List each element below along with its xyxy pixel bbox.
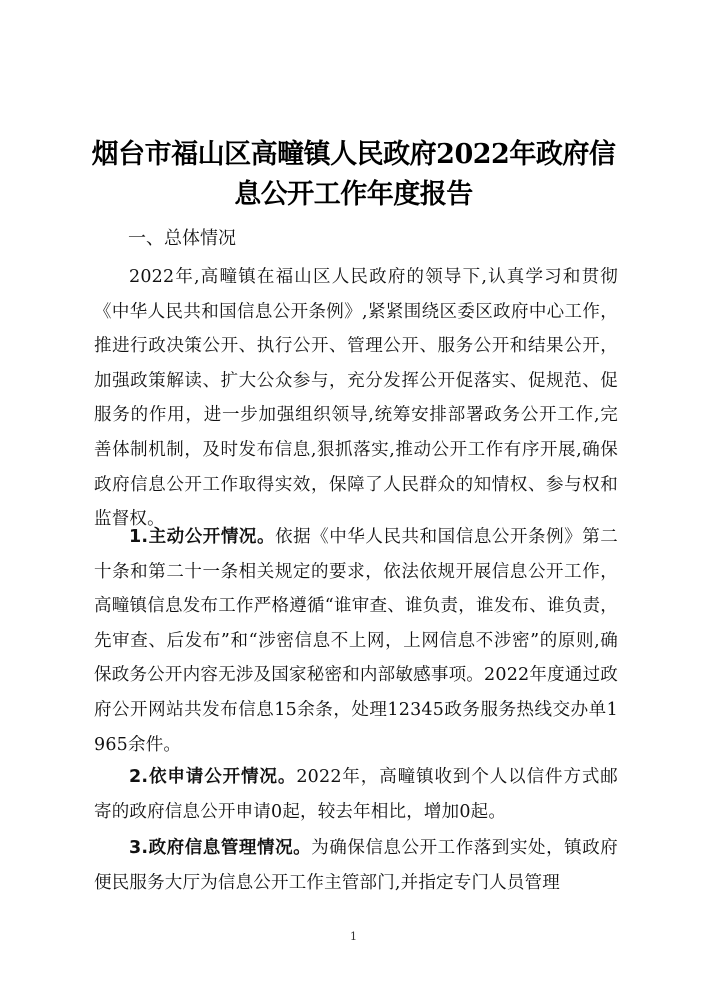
paragraph-overview: 2022年,高疃镇在福山区人民政府的领导下,认真学习和贯彻《中华人民共和国信息公开条例》,紧紧围绕区委区政府中心工作，推进行政决策公开、执行公开、管理公开、服务公开和结果公开，加强政策解读、扩大公众参与，充分发挥公开促落实、促规范、促服务的作用，进一步加强组织领导,统筹安排部署政务公开工作,完善体制机制，及时发布信息,狠抓落实,推动公开工作有序开展,确保政府信息公开工作取得实效，保障了人民群众的知情权、参与权和监督权。: [94, 267, 618, 530]
paragraph-body-application-disclosure: 2022年，高疃镇收到个人以信件方式邮寄的政府信息公开申请0起，较去年相比，增加0起。: [94, 767, 618, 822]
paragraph-lead-application-disclosure: 2.依申请公开情况。: [129, 767, 297, 787]
paragraph-body-proactive-disclosure: 依据《中华人民共和国信息公开条例》第二十条和第二十一条相关规定的要求，依法依规开展信息公开工作，高疃镇信息发布工作严格遵循“谁审查、谁负责，谁发布、谁负责，先审查、后发布”和“涉密信息不上网，上网信息不涉密”的原则,确保政务公开内容无涉及国家秘密和内部敏感事项。2022年度通过政府公开网站共发布信息15余条，处理12345政务服务热线交办单1965余件。: [94, 527, 618, 755]
paragraph-application-disclosure: [94, 760, 618, 829]
page-number: 1: [350, 930, 357, 943]
paragraph-lead-proactive-disclosure: 1.主动公开情况。: [129, 527, 276, 547]
document-title-line-1: 烟台市福山区高疃镇人民政府2022年政府信: [91, 139, 616, 170]
section-heading-overview: 一、总体情况: [128, 228, 236, 249]
paragraph-information-management: [94, 831, 618, 900]
paragraph-lead-information-management: 3.政府信息管理情况。: [129, 838, 312, 858]
document-title-line-2: 息公开工作年度报告: [234, 179, 473, 210]
paragraph-body-information-management: 为确保信息公开工作落到实处，镇政府便民服务大厅为信息公开工作主管部门,并指定专门人员管理: [94, 838, 618, 893]
paragraph-proactive-disclosure: [94, 520, 618, 762]
